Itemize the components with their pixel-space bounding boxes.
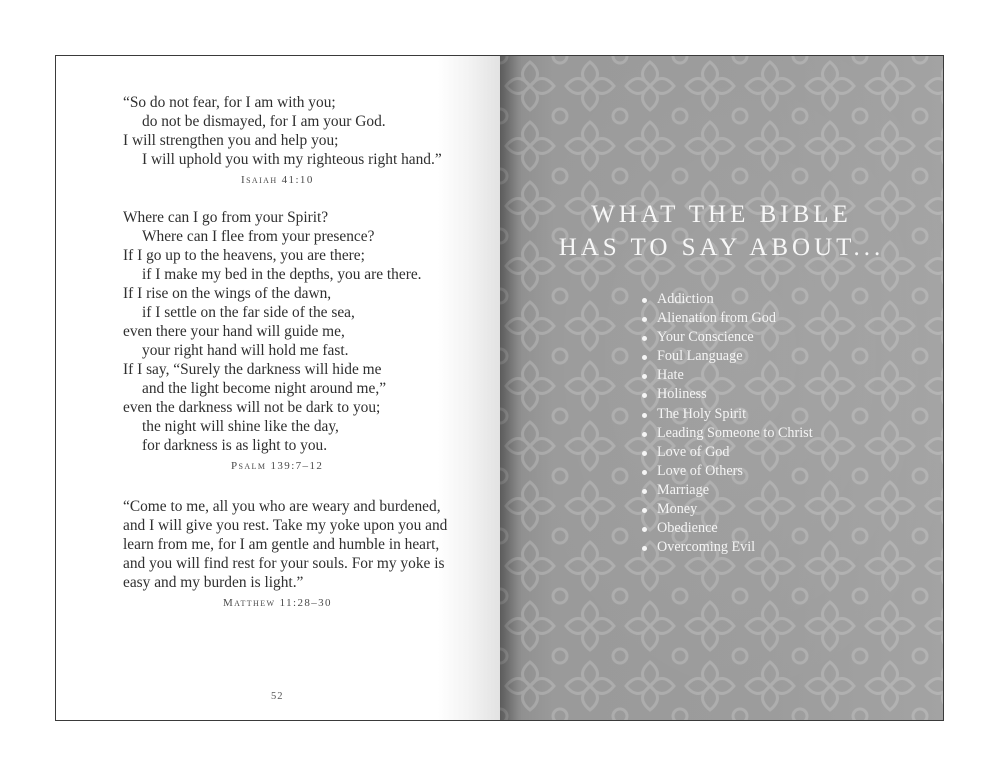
verse-line: I will uphold you with my righteous right hand.” — [142, 151, 442, 168]
right-page — [500, 56, 943, 720]
verse-line: do not be dismayed, for I am your God. — [142, 113, 386, 130]
verse-line: Where can I go from your Spirit? — [123, 209, 329, 226]
verse-isaiah — [123, 93, 442, 190]
verse-psalm — [123, 208, 422, 476]
topic-item: Marriage — [640, 481, 813, 500]
topic-item: Alienation from God — [640, 309, 813, 328]
topic-item: Holiness — [640, 385, 813, 404]
topic-item: Leading Someone to Christ — [640, 424, 813, 443]
topic-item: Overcoming Evil — [640, 538, 813, 557]
book-spread — [55, 55, 944, 721]
topic-item: Money — [640, 500, 813, 519]
verse-line: If I go up to the heavens, you are there; — [123, 247, 365, 264]
verse-line: If I say, “Surely the darkness will hide me — [123, 361, 382, 378]
verse-line: your right hand will hold me fast. — [142, 342, 349, 359]
topic-item: Your Conscience — [640, 328, 813, 347]
section-heading — [500, 198, 943, 264]
verse-line: even the darkness will not be dark to you; — [123, 399, 381, 416]
topic-item: Foul Language — [640, 347, 813, 366]
verse-reference: Psalm 139:7–12 — [231, 460, 324, 472]
page-number: 52 — [271, 691, 284, 702]
verse-line: learn from me, for I am gentle and humble in heart, — [123, 536, 440, 553]
verse-line: “Come to me, all you who are weary and burdened, — [123, 498, 441, 515]
left-page — [56, 56, 500, 720]
verse-line: even there your hand will guide me, — [123, 323, 345, 340]
topic-item: Addiction — [640, 290, 813, 309]
verse-line: for darkness is as light to you. — [142, 437, 328, 454]
heading-line-2: HAS TO SAY ABOUT... — [558, 234, 885, 261]
verse-line: easy and my burden is light.” — [123, 574, 304, 591]
verse-lines — [123, 208, 422, 455]
verse-matthew — [123, 497, 447, 613]
topic-item: Hate — [640, 366, 813, 385]
verse-line: the night will shine like the day, — [142, 418, 339, 435]
verse-line: and I will give you rest. Take my yoke upon you and — [123, 517, 448, 534]
topic-item: Obedience — [640, 519, 813, 538]
topic-list — [640, 290, 813, 557]
verse-lines — [123, 93, 442, 169]
verse-line: and the light become night around me,” — [142, 380, 387, 397]
verse-reference: Isaiah 41:10 — [241, 174, 314, 186]
verse-line: if I make my bed in the depths, you are there. — [142, 266, 422, 283]
verse-line: and you will find rest for your souls. For my yoke is — [123, 555, 445, 572]
topic-item: Love of God — [640, 443, 813, 462]
gutter-shadow — [500, 56, 522, 720]
verse-line: Where can I flee from your presence? — [142, 228, 375, 245]
verse-line: I will strengthen you and help you; — [123, 132, 339, 149]
topic-item: The Holy Spirit — [640, 405, 813, 424]
verse-reference: Matthew 11:28–30 — [223, 597, 332, 609]
verse-line: If I rise on the wings of the dawn, — [123, 285, 332, 302]
verse-line: “So do not fear, for I am with you; — [123, 94, 336, 111]
verse-line: if I settle on the far side of the sea, — [142, 304, 355, 321]
heading-line-1: WHAT THE BIBLE — [591, 201, 852, 228]
verse-lines — [123, 497, 447, 592]
topic-item: Love of Others — [640, 462, 813, 481]
